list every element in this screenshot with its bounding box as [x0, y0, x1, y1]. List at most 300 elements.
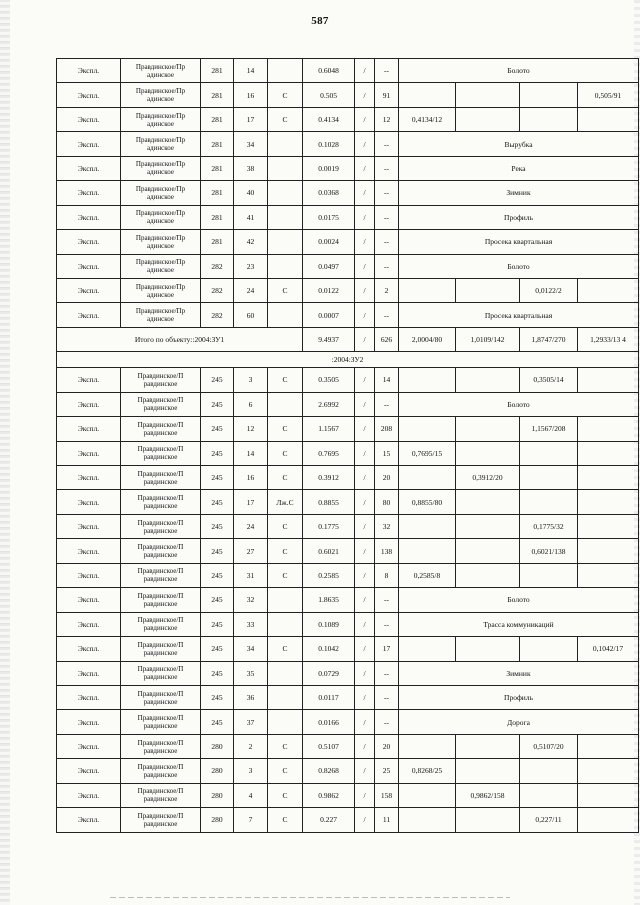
breakdown-cell [578, 539, 639, 563]
land-type-cell: Вырубка [399, 132, 639, 156]
page-bottom-edge [110, 897, 510, 898]
separator-cell: / [355, 230, 375, 254]
category-cell: Экспл. [57, 441, 121, 465]
category-cell: Экспл. [57, 759, 121, 783]
location-cell: Правдинское/Пр адинское [121, 156, 201, 180]
table-row [57, 685, 639, 709]
breakdown-cell [399, 368, 456, 392]
separator-cell: / [355, 612, 375, 636]
category-cell: Экспл. [57, 588, 121, 612]
location-cell: Правдинское/Пр адинское [121, 254, 201, 278]
class-cell: С [268, 83, 303, 107]
vydel-cell: 35 [234, 661, 268, 685]
category-cell: Экспл. [57, 392, 121, 416]
class-cell: Лж.С [268, 490, 303, 514]
class-cell: С [268, 563, 303, 587]
land-type-cell: Река [399, 156, 639, 180]
breakdown-cell: 0,4134/12 [399, 107, 456, 131]
total-breakdown: 1,0109/142 [456, 327, 520, 351]
count-cell: 158 [375, 783, 399, 807]
kvartal-cell: 281 [201, 230, 234, 254]
class-cell [268, 132, 303, 156]
vydel-cell: 23 [234, 254, 268, 278]
kvartal-cell: 282 [201, 303, 234, 327]
category-cell: Экспл. [57, 637, 121, 661]
breakdown-cell: 0,6021/138 [520, 539, 578, 563]
category-cell: Экспл. [57, 368, 121, 392]
vydel-cell: 37 [234, 710, 268, 734]
category-cell: Экспл. [57, 539, 121, 563]
count-cell: -- [375, 710, 399, 734]
area-cell: 1.8635 [303, 588, 355, 612]
class-cell: С [268, 514, 303, 538]
breakdown-cell [456, 83, 520, 107]
kvartal-cell: 280 [201, 734, 234, 758]
vydel-cell: 3 [234, 759, 268, 783]
table-row [57, 514, 639, 538]
breakdown-cell [520, 759, 578, 783]
vydel-cell: 17 [234, 490, 268, 514]
land-type-cell: Болото [399, 588, 639, 612]
area-cell: 0.0166 [303, 710, 355, 734]
location-cell: Правдинское/П равдинское [121, 685, 201, 709]
count-cell: 14 [375, 368, 399, 392]
separator-cell: / [355, 156, 375, 180]
total-label: Итого по объекту::2004:ЗУ1 [57, 327, 303, 351]
separator-cell: / [355, 417, 375, 441]
kvartal-cell: 281 [201, 156, 234, 180]
breakdown-cell [520, 637, 578, 661]
breakdown-cell [456, 539, 520, 563]
location-cell: Правдинское/П равдинское [121, 783, 201, 807]
vydel-cell: 41 [234, 205, 268, 229]
breakdown-cell [578, 563, 639, 587]
category-cell: Экспл. [57, 303, 121, 327]
vydel-cell: 16 [234, 83, 268, 107]
category-cell: Экспл. [57, 417, 121, 441]
count-cell: -- [375, 303, 399, 327]
total-breakdown: 1,2933/13 4 [578, 327, 639, 351]
breakdown-cell [456, 278, 520, 302]
location-cell: Правдинское/П равдинское [121, 466, 201, 490]
location-cell: Правдинское/Пр адинское [121, 205, 201, 229]
class-cell: С [268, 417, 303, 441]
vydel-cell: 60 [234, 303, 268, 327]
area-cell: 0.0117 [303, 685, 355, 709]
location-cell: Правдинское/П равдинское [121, 710, 201, 734]
table-row [57, 59, 639, 83]
land-type-cell: Просека квартальная [399, 230, 639, 254]
count-cell: -- [375, 181, 399, 205]
kvartal-cell: 280 [201, 783, 234, 807]
breakdown-cell [399, 514, 456, 538]
kvartal-cell: 245 [201, 490, 234, 514]
kvartal-cell: 245 [201, 417, 234, 441]
kvartal-cell: 245 [201, 637, 234, 661]
vydel-cell: 14 [234, 441, 268, 465]
breakdown-cell [456, 417, 520, 441]
table-row [57, 612, 639, 636]
class-cell: С [268, 734, 303, 758]
kvartal-cell: 245 [201, 392, 234, 416]
section-header-row [57, 352, 639, 368]
vydel-cell: 12 [234, 417, 268, 441]
area-cell: 0.6021 [303, 539, 355, 563]
separator-cell: / [355, 783, 375, 807]
vydel-cell: 32 [234, 588, 268, 612]
breakdown-cell [578, 808, 639, 832]
area-cell: 0.0007 [303, 303, 355, 327]
category-cell: Экспл. [57, 734, 121, 758]
category-cell: Экспл. [57, 710, 121, 734]
table-row [57, 734, 639, 758]
category-cell: Экспл. [57, 107, 121, 131]
breakdown-cell: 0,8268/25 [399, 759, 456, 783]
class-cell: С [268, 539, 303, 563]
land-type-cell: Зимник [399, 181, 639, 205]
breakdown-cell [399, 539, 456, 563]
class-cell: С [268, 637, 303, 661]
vydel-cell: 27 [234, 539, 268, 563]
table-row [57, 156, 639, 180]
count-cell: 20 [375, 734, 399, 758]
class-cell: С [268, 759, 303, 783]
kvartal-cell: 282 [201, 254, 234, 278]
location-cell: Правдинское/Пр адинское [121, 230, 201, 254]
count-cell: -- [375, 588, 399, 612]
count-cell: -- [375, 661, 399, 685]
breakdown-cell: 0,1775/32 [520, 514, 578, 538]
area-cell: 0.6048 [303, 59, 355, 83]
vydel-cell: 2 [234, 734, 268, 758]
area-cell: 0.3505 [303, 368, 355, 392]
table-row [57, 132, 639, 156]
vydel-cell: 4 [234, 783, 268, 807]
class-cell [268, 710, 303, 734]
separator-cell: / [355, 303, 375, 327]
location-cell: Правдинское/Пр адинское [121, 278, 201, 302]
kvartal-cell: 282 [201, 278, 234, 302]
breakdown-cell [399, 808, 456, 832]
area-cell: 0.1089 [303, 612, 355, 636]
location-cell: Правдинское/П равдинское [121, 368, 201, 392]
location-cell: Правдинское/П равдинское [121, 637, 201, 661]
table-row [57, 254, 639, 278]
location-cell: Правдинское/П равдинское [121, 612, 201, 636]
table-row [57, 205, 639, 229]
vydel-cell: 14 [234, 59, 268, 83]
area-cell: 0.3912 [303, 466, 355, 490]
breakdown-cell [520, 441, 578, 465]
count-cell: 8 [375, 563, 399, 587]
breakdown-cell [456, 441, 520, 465]
kvartal-cell: 281 [201, 107, 234, 131]
separator-cell: / [355, 83, 375, 107]
forest-register-table [56, 58, 639, 833]
breakdown-cell: 0,9862/158 [456, 783, 520, 807]
separator-cell: / [355, 59, 375, 83]
table-row [57, 588, 639, 612]
separator-cell: / [355, 514, 375, 538]
land-type-cell: Зимник [399, 661, 639, 685]
location-cell: Правдинское/Пр адинское [121, 181, 201, 205]
kvartal-cell: 245 [201, 514, 234, 538]
vydel-cell: 40 [234, 181, 268, 205]
kvartal-cell: 281 [201, 83, 234, 107]
kvartal-cell: 281 [201, 181, 234, 205]
breakdown-cell [520, 563, 578, 587]
count-cell: -- [375, 132, 399, 156]
breakdown-cell [456, 490, 520, 514]
breakdown-cell [578, 278, 639, 302]
breakdown-cell: 0,3912/20 [456, 466, 520, 490]
category-cell: Экспл. [57, 466, 121, 490]
breakdown-cell: 0,0122/2 [520, 278, 578, 302]
location-cell: Правдинское/Пр адинское [121, 59, 201, 83]
table-row [57, 490, 639, 514]
category-cell: Экспл. [57, 278, 121, 302]
land-type-cell: Трасса коммуникаций [399, 612, 639, 636]
vydel-cell: 31 [234, 563, 268, 587]
vydel-cell: 42 [234, 230, 268, 254]
separator-cell: / [355, 759, 375, 783]
category-cell: Экспл. [57, 181, 121, 205]
table-row [57, 661, 639, 685]
table-row [57, 466, 639, 490]
table-row [57, 368, 639, 392]
breakdown-cell [456, 759, 520, 783]
category-cell: Экспл. [57, 83, 121, 107]
breakdown-cell [399, 466, 456, 490]
location-cell: Правдинское/П равдинское [121, 539, 201, 563]
vydel-cell: 34 [234, 132, 268, 156]
breakdown-cell [456, 637, 520, 661]
total-breakdown: 2,0004/80 [399, 327, 456, 351]
category-cell: Экспл. [57, 205, 121, 229]
separator-cell: / [355, 441, 375, 465]
kvartal-cell: 245 [201, 539, 234, 563]
class-cell [268, 685, 303, 709]
area-cell: 0.2585 [303, 563, 355, 587]
table-row [57, 759, 639, 783]
location-cell: Правдинское/П равдинское [121, 734, 201, 758]
count-cell: -- [375, 254, 399, 278]
table-row [57, 392, 639, 416]
table-row [57, 303, 639, 327]
breakdown-cell [578, 466, 639, 490]
area-cell: 0.7695 [303, 441, 355, 465]
section-header: :2004:ЗУ2 [57, 352, 639, 368]
category-cell: Экспл. [57, 230, 121, 254]
separator-cell: / [355, 254, 375, 278]
area-cell: 0.8855 [303, 490, 355, 514]
land-type-cell: Болото [399, 59, 639, 83]
table-row [57, 710, 639, 734]
table-row [57, 278, 639, 302]
location-cell: Правдинское/П равдинское [121, 514, 201, 538]
area-cell: 0.0175 [303, 205, 355, 229]
class-cell: С [268, 368, 303, 392]
area-cell: 0.0019 [303, 156, 355, 180]
breakdown-cell: 0,7695/15 [399, 441, 456, 465]
class-cell [268, 588, 303, 612]
kvartal-cell: 280 [201, 808, 234, 832]
separator-cell: / [355, 685, 375, 709]
area-cell: 0.8268 [303, 759, 355, 783]
class-cell: С [268, 466, 303, 490]
category-cell: Экспл. [57, 254, 121, 278]
count-cell: 11 [375, 808, 399, 832]
kvartal-cell: 245 [201, 441, 234, 465]
area-cell: 2.6992 [303, 392, 355, 416]
breakdown-cell [399, 637, 456, 661]
breakdown-cell [578, 514, 639, 538]
location-cell: Правдинское/Пр адинское [121, 107, 201, 131]
class-cell [268, 181, 303, 205]
table-row [57, 441, 639, 465]
area-cell: 0.0729 [303, 661, 355, 685]
separator-cell: / [355, 808, 375, 832]
count-cell: -- [375, 685, 399, 709]
class-cell: С [268, 278, 303, 302]
category-cell: Экспл. [57, 156, 121, 180]
separator-cell: / [355, 637, 375, 661]
class-cell: С [268, 107, 303, 131]
count-cell: 20 [375, 466, 399, 490]
area-cell: 0.0122 [303, 278, 355, 302]
area-cell: 0.0497 [303, 254, 355, 278]
page-number: 587 [311, 15, 329, 27]
count-cell: 91 [375, 83, 399, 107]
class-cell [268, 612, 303, 636]
separator-cell: / [355, 132, 375, 156]
table-row [57, 417, 639, 441]
breakdown-cell [578, 490, 639, 514]
count-cell: 208 [375, 417, 399, 441]
location-cell: Правдинское/П равдинское [121, 417, 201, 441]
table-row [57, 539, 639, 563]
area-cell: 0.9862 [303, 783, 355, 807]
breakdown-cell [456, 368, 520, 392]
area-cell: 0.1028 [303, 132, 355, 156]
table-row [57, 83, 639, 107]
separator-cell: / [355, 205, 375, 229]
breakdown-cell [456, 808, 520, 832]
breakdown-cell [578, 759, 639, 783]
breakdown-cell [520, 490, 578, 514]
count-cell: -- [375, 205, 399, 229]
vydel-cell: 7 [234, 808, 268, 832]
location-cell: Правдинское/П равдинское [121, 759, 201, 783]
class-cell: С [268, 441, 303, 465]
count-cell: -- [375, 230, 399, 254]
vydel-cell: 24 [234, 278, 268, 302]
breakdown-cell: 0,8855/80 [399, 490, 456, 514]
class-cell [268, 254, 303, 278]
class-cell [268, 303, 303, 327]
category-cell: Экспл. [57, 514, 121, 538]
separator-cell: / [355, 466, 375, 490]
vydel-cell: 17 [234, 107, 268, 131]
separator-cell: / [355, 107, 375, 131]
area-cell: 0.227 [303, 808, 355, 832]
table-row [57, 563, 639, 587]
breakdown-cell: 0,2585/8 [399, 563, 456, 587]
class-cell [268, 156, 303, 180]
total-breakdown: 1,8747/270 [520, 327, 578, 351]
vydel-cell: 3 [234, 368, 268, 392]
separator-cell: / [355, 661, 375, 685]
location-cell: Правдинское/П равдинское [121, 392, 201, 416]
breakdown-cell [578, 368, 639, 392]
area-cell: 1.1567 [303, 417, 355, 441]
breakdown-cell: 1,1567/208 [520, 417, 578, 441]
class-cell: С [268, 808, 303, 832]
breakdown-cell [520, 783, 578, 807]
location-cell: Правдинское/П равдинское [121, 661, 201, 685]
class-cell [268, 205, 303, 229]
breakdown-cell [456, 563, 520, 587]
area-cell: 0.4134 [303, 107, 355, 131]
table-row [57, 107, 639, 131]
category-cell: Экспл. [57, 490, 121, 514]
category-cell: Экспл. [57, 563, 121, 587]
count-cell: 80 [375, 490, 399, 514]
separator-cell: / [355, 490, 375, 514]
breakdown-cell: 0,505/91 [578, 83, 639, 107]
kvartal-cell: 281 [201, 132, 234, 156]
kvartal-cell: 281 [201, 205, 234, 229]
kvartal-cell: 245 [201, 661, 234, 685]
count-cell: 15 [375, 441, 399, 465]
breakdown-cell [456, 107, 520, 131]
separator-cell: / [355, 539, 375, 563]
breakdown-cell: 0,1042/17 [578, 637, 639, 661]
breakdown-cell [578, 107, 639, 131]
table-row [57, 181, 639, 205]
breakdown-cell [399, 783, 456, 807]
location-cell: Правдинское/Пр адинское [121, 303, 201, 327]
separator-cell: / [355, 368, 375, 392]
count-cell: 17 [375, 637, 399, 661]
breakdown-cell: 0,3505/14 [520, 368, 578, 392]
vydel-cell: 34 [234, 637, 268, 661]
breakdown-cell [399, 734, 456, 758]
total-row [57, 327, 639, 351]
count-cell: 138 [375, 539, 399, 563]
separator-cell: / [355, 392, 375, 416]
location-cell: Правдинское/П равдинское [121, 808, 201, 832]
land-type-cell: Болото [399, 254, 639, 278]
count-cell: 32 [375, 514, 399, 538]
land-type-cell: Профиль [399, 205, 639, 229]
breakdown-cell [399, 278, 456, 302]
kvartal-cell: 245 [201, 563, 234, 587]
separator-cell: / [355, 327, 375, 351]
location-cell: Правдинское/П равдинское [121, 441, 201, 465]
location-cell: Правдинское/П равдинское [121, 588, 201, 612]
land-type-cell: Профиль [399, 685, 639, 709]
table-row [57, 783, 639, 807]
category-cell: Экспл. [57, 808, 121, 832]
count-cell: 2 [375, 278, 399, 302]
area-cell: 0.0024 [303, 230, 355, 254]
separator-cell: / [355, 734, 375, 758]
kvartal-cell: 245 [201, 685, 234, 709]
kvartal-cell: 281 [201, 59, 234, 83]
category-cell: Экспл. [57, 685, 121, 709]
location-cell: Правдинское/П равдинское [121, 563, 201, 587]
